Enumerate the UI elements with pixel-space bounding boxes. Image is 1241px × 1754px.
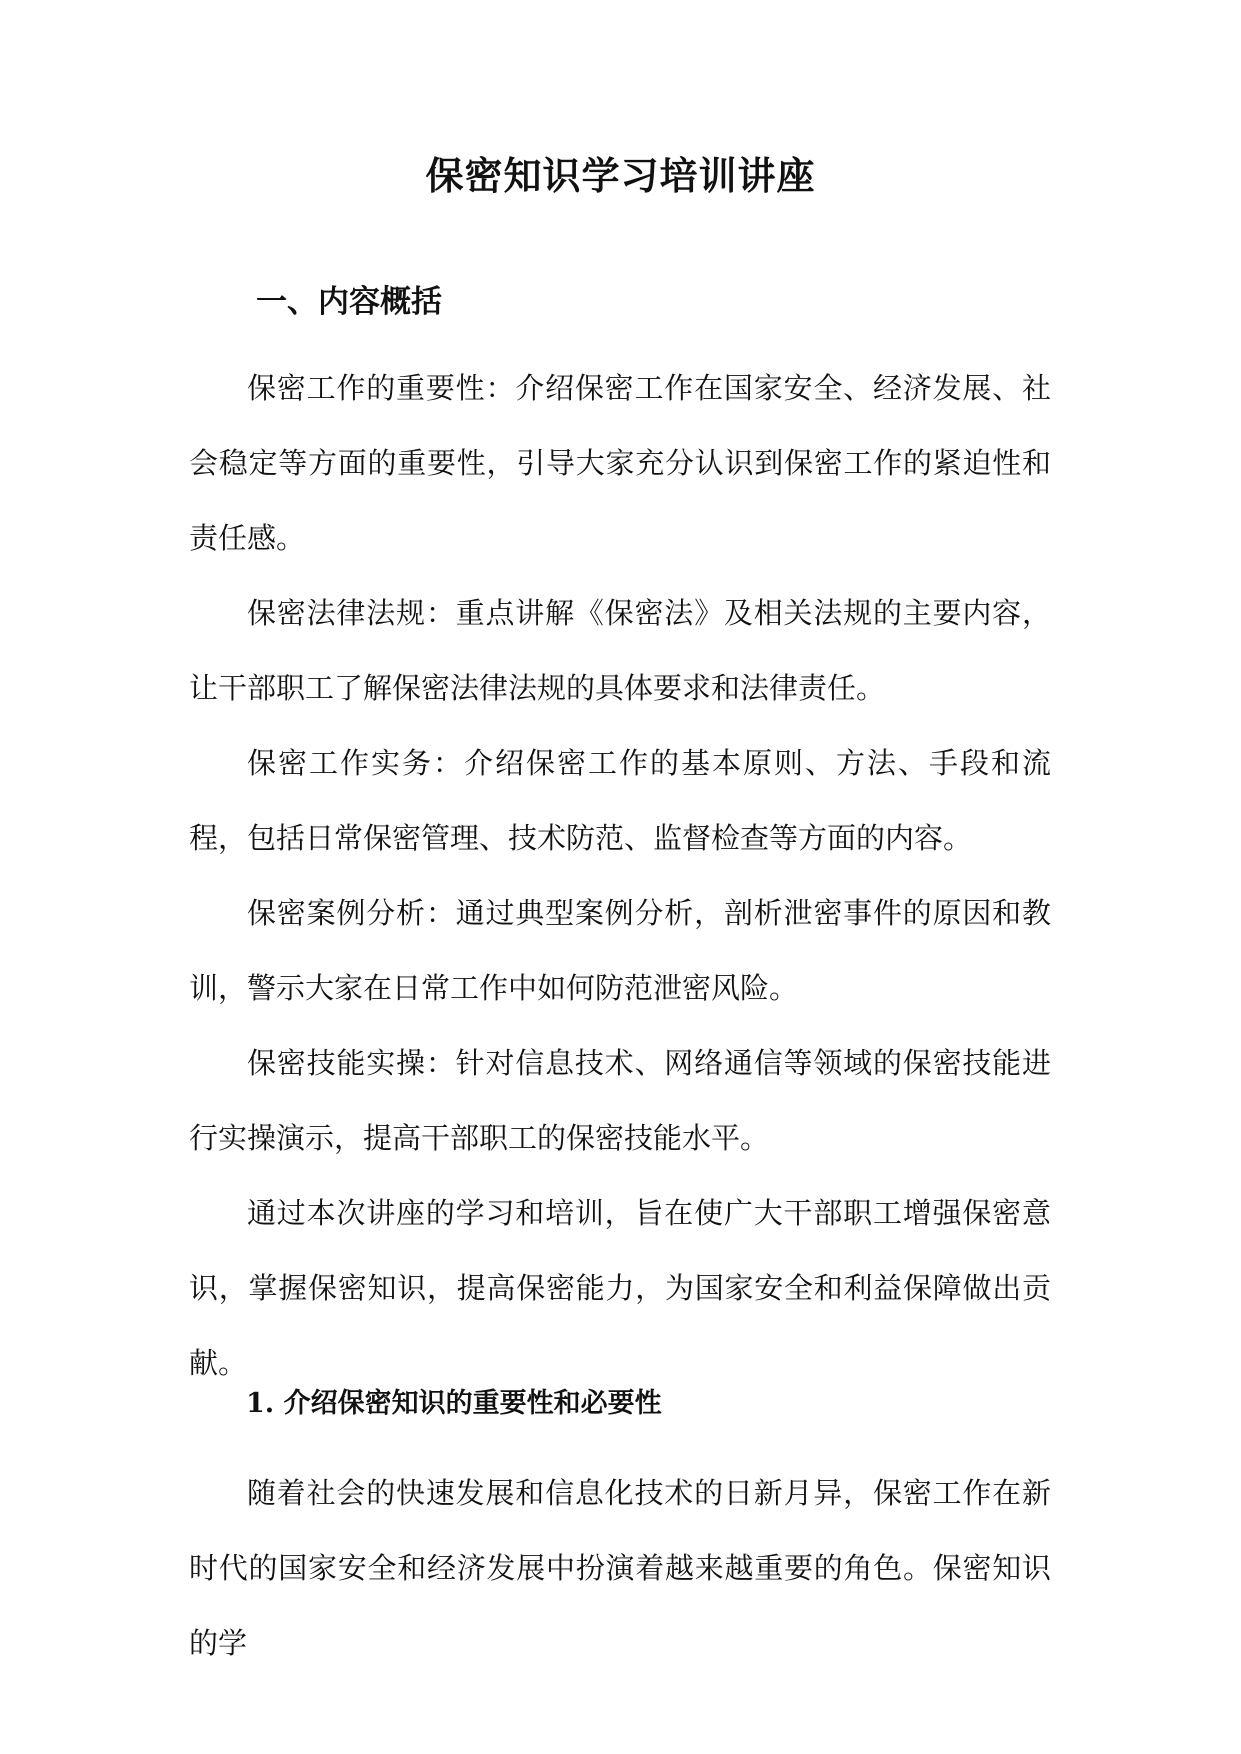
subsection-heading: 1. 介绍保密知识的重要性和必要性 bbox=[246, 1388, 662, 1419]
paragraph-skills: 保密技能实操：针对信息技术、网络通信等领域的保密技能进行实操演示，提高干部职工的保密技能水平。 bbox=[189, 1046, 1051, 1155]
paragraph-summary: 通过本次讲座的学习和培训，旨在使广大干部职工增强保密意识，掌握保密知识，提高保密能力，为国家安全和利益保障做出贡献。 bbox=[189, 1196, 1051, 1380]
paragraph-case-analysis: 保密案例分析：通过典型案例分析，剖析泄密事件的原因和教训，警示大家在日常工作中如何防范泄密风险。 bbox=[189, 896, 1051, 1005]
paragraph-laws: 保密法律法规：重点讲解《保密法》及相关法规的主要内容，让干部职工了解保密法律法规的具体要求和法律责任。 bbox=[189, 596, 1051, 705]
paragraph-practice: 保密工作实务：介绍保密工作的基本原则、方法、手段和流程，包括日常保密管理、技术防范、监督检查等方面的内容。 bbox=[189, 746, 1051, 855]
section-heading: 一、内容概括 bbox=[256, 284, 442, 320]
paragraph-importance: 保密工作的重要性：介绍保密工作在国家安全、经济发展、社会稳定等方面的重要性，引导大家充分认识到保密工作的紧迫性和责任感。 bbox=[189, 371, 1051, 555]
paragraph-subsection-intro: 随着社会的快速发展和信息化技术的日新月异，保密工作在新时代的国家安全和经济发展中扮演着越来越重要的角色。保密知识的学 bbox=[189, 1476, 1051, 1660]
document-title: 保密知识学习培训讲座 bbox=[425, 153, 816, 198]
